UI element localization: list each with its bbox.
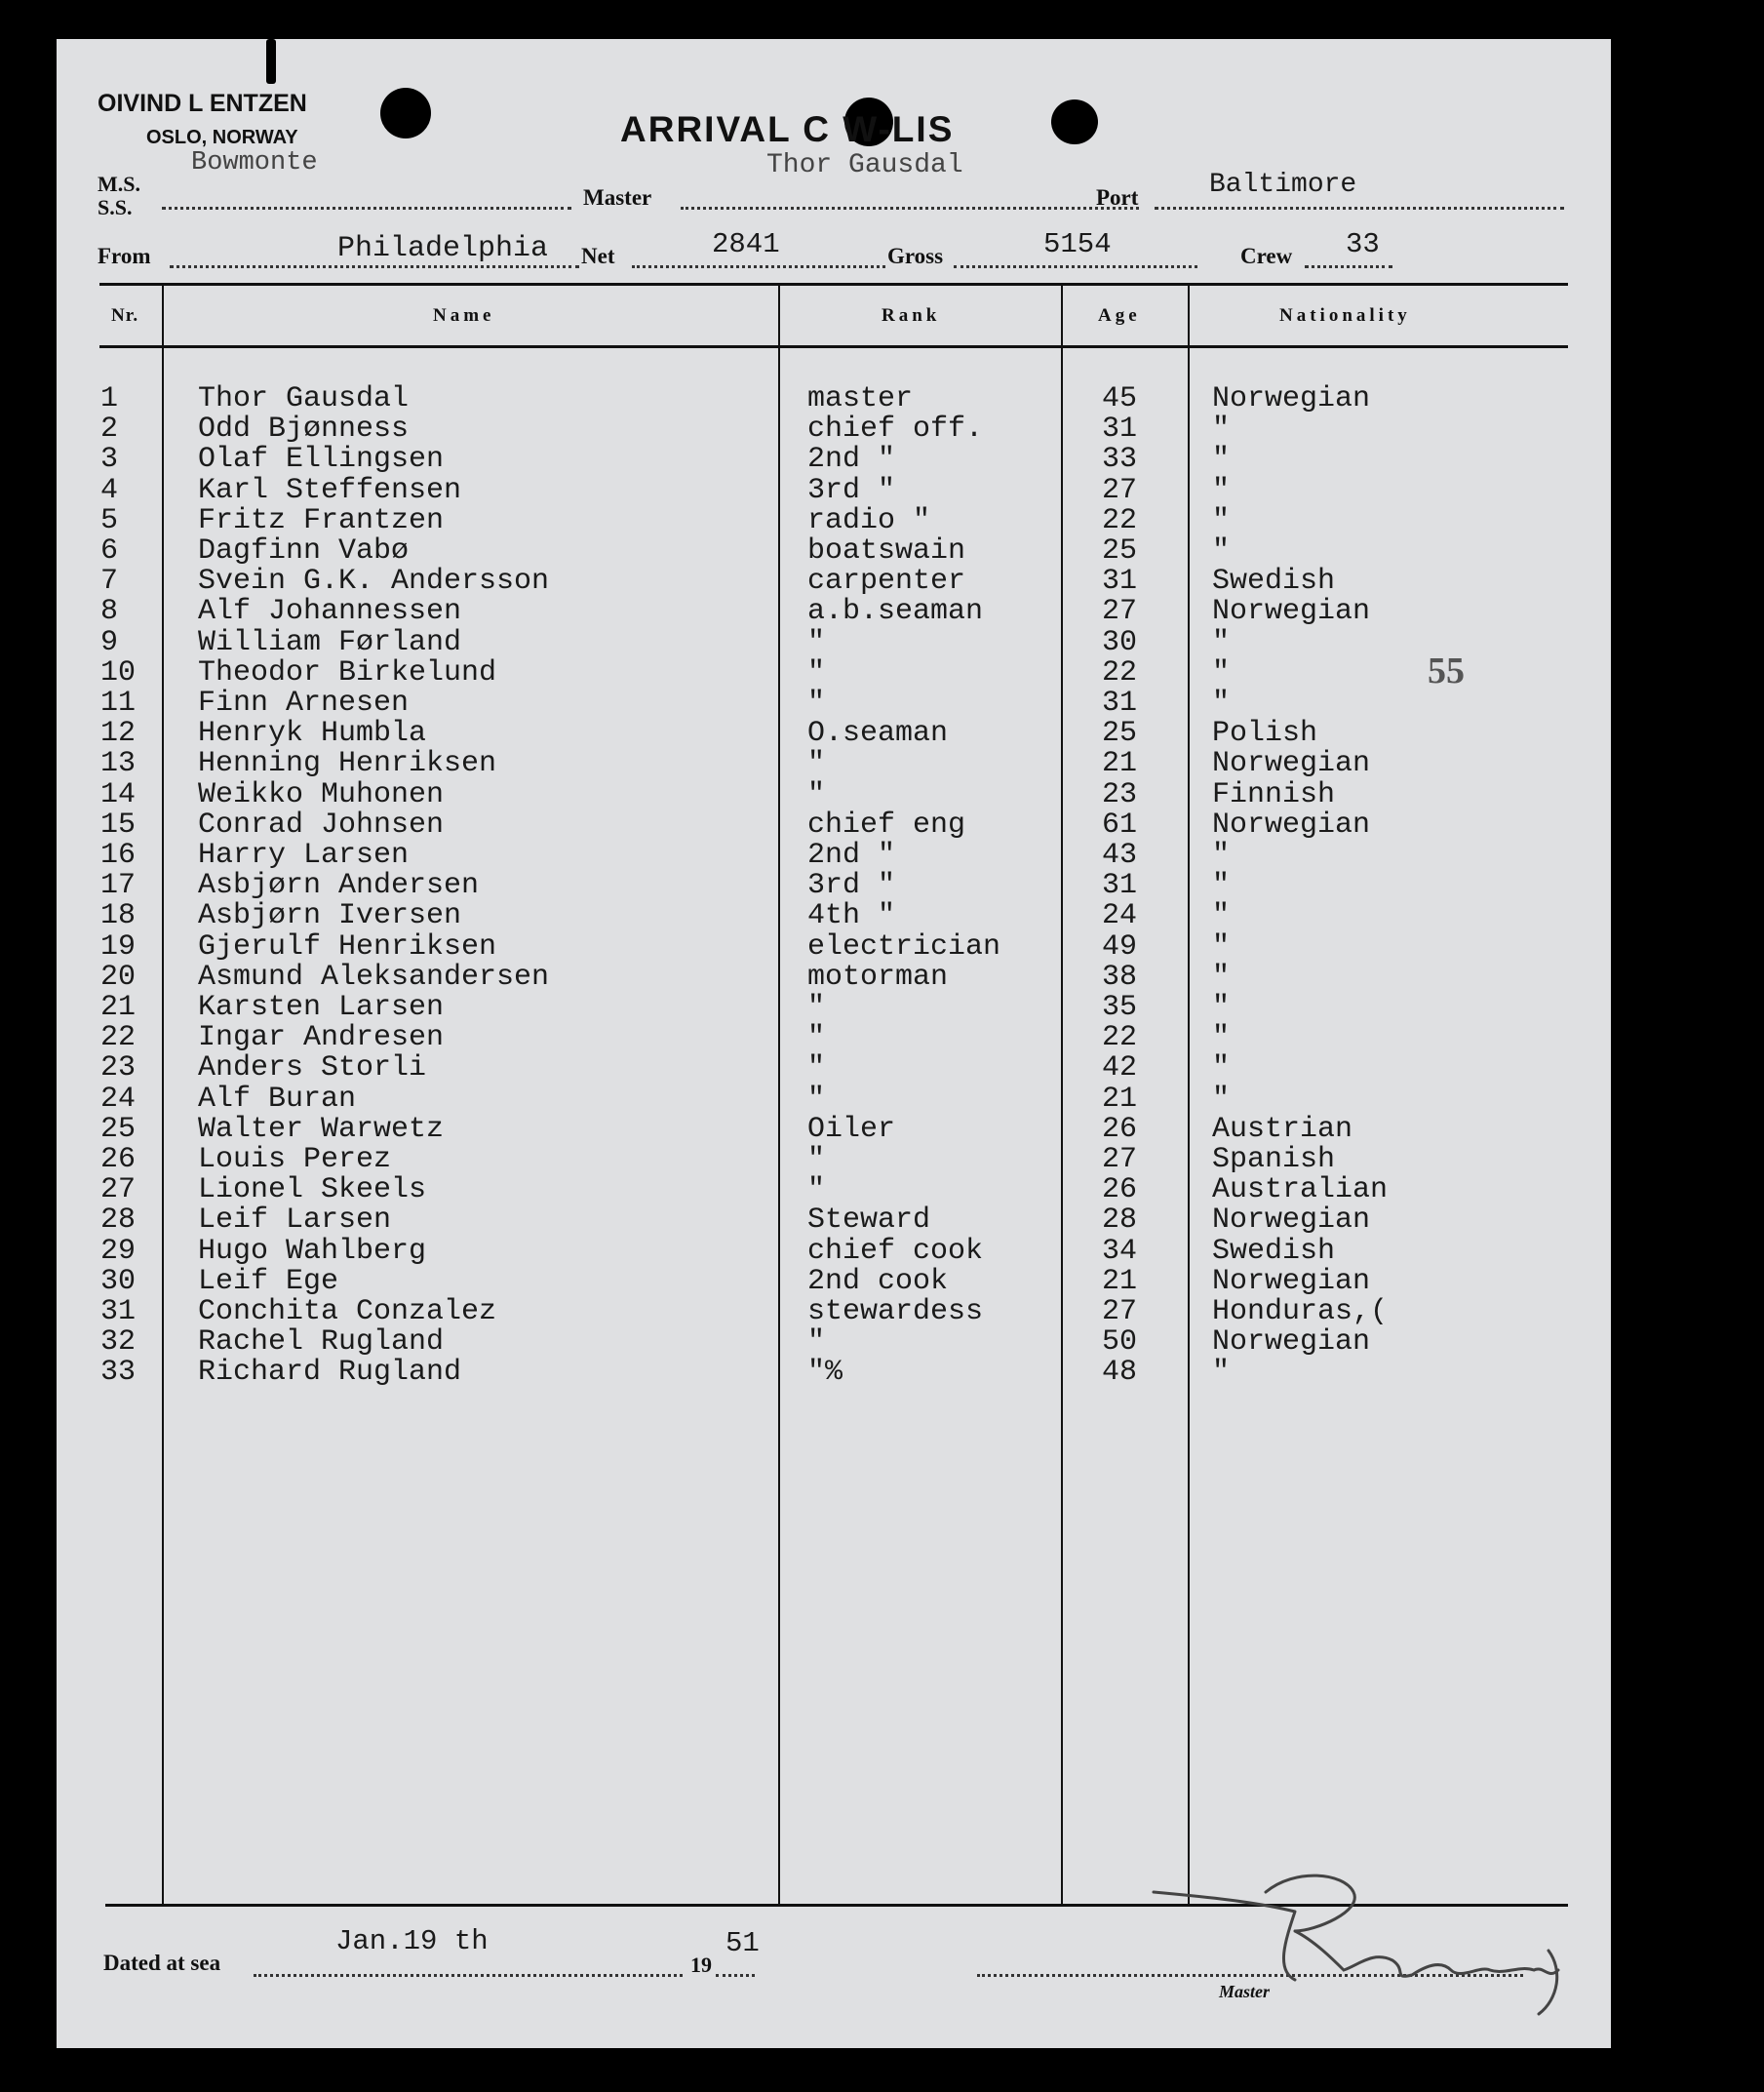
crew-nationality: " xyxy=(1212,1356,1231,1390)
table-row xyxy=(57,839,1611,872)
date-value: Jan.19 th xyxy=(335,1925,489,1957)
crew-nr: 19 xyxy=(100,929,137,964)
crew-nr: 9 xyxy=(100,625,119,659)
crew-nr: 22 xyxy=(100,1021,137,1055)
crew-dotted-line xyxy=(1305,265,1392,268)
dated-at-sea-label: Dated at sea xyxy=(103,1951,221,1975)
crew-age: 25 xyxy=(1102,534,1138,568)
crew-name: Weikko Muhonen xyxy=(198,777,445,811)
gross-dotted-line xyxy=(954,265,1197,268)
crew-age: 45 xyxy=(1102,382,1138,415)
from-dotted-line xyxy=(170,265,579,268)
crew-nr: 10 xyxy=(100,655,137,690)
crew-nr: 30 xyxy=(100,1264,137,1298)
crew-rank: master xyxy=(807,382,914,415)
crew-age: 33 xyxy=(1102,443,1138,477)
crew-name: William Førland xyxy=(198,625,462,659)
crew-age: 27 xyxy=(1102,595,1138,629)
crew-age: 24 xyxy=(1102,899,1138,933)
crew-nationality: " xyxy=(1212,1051,1231,1085)
crew-name: Karl Steffensen xyxy=(198,473,462,507)
crew-nationality: " xyxy=(1212,960,1231,994)
crew-age: 38 xyxy=(1102,960,1138,994)
crew-age: 21 xyxy=(1102,1264,1138,1298)
ss-label: S.S. xyxy=(98,195,133,219)
crew-age: 42 xyxy=(1102,1051,1138,1085)
crew-age: 23 xyxy=(1102,777,1138,811)
year-suffix: 51 xyxy=(725,1927,760,1959)
from-label: From xyxy=(98,244,151,268)
crew-nationality: " xyxy=(1212,929,1231,964)
crew-value: 33 xyxy=(1346,228,1380,260)
crew-age: 31 xyxy=(1102,413,1138,447)
crew-nationality: " xyxy=(1212,503,1231,537)
crew-nationality: " xyxy=(1212,1082,1231,1116)
crew-rank: " xyxy=(807,1173,826,1207)
crew-rank: chief off. xyxy=(807,413,984,447)
crew-rank: " xyxy=(807,1051,826,1085)
crew-nr: 5 xyxy=(100,503,119,537)
table-row xyxy=(57,1082,1611,1116)
crew-nationality: Norwegian xyxy=(1212,1264,1371,1298)
crew-name: Alf Johannessen xyxy=(198,595,462,629)
ship-dotted-line xyxy=(162,207,571,210)
table-row xyxy=(57,1325,1611,1360)
crew-nr: 29 xyxy=(100,1234,137,1268)
crew-nr: 24 xyxy=(100,1082,137,1116)
net-value: 2841 xyxy=(712,228,780,260)
table-row xyxy=(57,929,1611,964)
crew-nationality: " xyxy=(1212,869,1231,903)
crew-rank: electrician xyxy=(807,929,1001,964)
crew-name: Hugo Wahlberg xyxy=(198,1234,427,1268)
crew-age: 28 xyxy=(1102,1204,1138,1238)
table-row xyxy=(57,899,1611,933)
ms-label: M.S. xyxy=(98,172,140,196)
crew-age: 27 xyxy=(1102,473,1138,507)
column-header-nationality: Nationality xyxy=(1279,305,1411,326)
crew-nr: 27 xyxy=(100,1173,137,1207)
crew-nationality: Norwegian xyxy=(1212,1204,1371,1238)
crew-nationality: Norwegian xyxy=(1212,382,1371,415)
crew-rank: radio " xyxy=(807,503,931,537)
gross-value: 5154 xyxy=(1043,228,1112,260)
master-signature-label: Master xyxy=(1219,1982,1271,2001)
crew-rank: Oiler xyxy=(807,1112,896,1146)
from-value: Philadelphia xyxy=(337,232,549,265)
table-row xyxy=(57,747,1611,781)
crew-nationality: Norwegian xyxy=(1212,595,1371,629)
crew-rank: 2nd cook xyxy=(807,1264,949,1298)
crew-nr: 28 xyxy=(100,1204,137,1238)
crew-nr: 4 xyxy=(100,473,119,507)
crew-name: Alf Buran xyxy=(198,1082,357,1116)
crew-nationality: " xyxy=(1212,899,1231,933)
crew-name: Asbjørn Iversen xyxy=(198,899,462,933)
table-row xyxy=(57,1051,1611,1085)
crew-age: 22 xyxy=(1102,655,1138,690)
crew-name: Walter Warwetz xyxy=(198,1112,445,1146)
crew-nr: 33 xyxy=(100,1356,137,1390)
crew-age: 49 xyxy=(1102,929,1138,964)
crew-name: Richard Rugland xyxy=(198,1356,462,1390)
crew-nationality: Finnish xyxy=(1212,777,1336,811)
crew-nationality: Norwegian xyxy=(1212,747,1371,781)
crew-age: 21 xyxy=(1102,747,1138,781)
crew-rank: 2nd " xyxy=(807,443,896,477)
crew-age: 30 xyxy=(1102,625,1138,659)
date-dotted-line xyxy=(254,1974,683,1977)
crew-name: Dagfinn Vabø xyxy=(198,534,410,568)
crew-nr: 20 xyxy=(100,960,137,994)
master-value: Thor Gausdal xyxy=(766,150,963,180)
crew-nr: 17 xyxy=(100,869,137,903)
ink-blot xyxy=(1051,99,1098,144)
crew-name: Odd Bjønness xyxy=(198,413,410,447)
crew-age: 27 xyxy=(1102,1143,1138,1176)
table-row xyxy=(57,595,1611,629)
crew-nr: 11 xyxy=(100,687,137,720)
crew-rank: carpenter xyxy=(807,565,966,599)
crew-nationality: " xyxy=(1212,655,1231,690)
table-row xyxy=(57,1173,1611,1207)
crew-rank: boatswain xyxy=(807,534,966,568)
crew-name: Karsten Larsen xyxy=(198,991,445,1024)
crew-age: 25 xyxy=(1102,717,1138,751)
company-name: OIVIND L ENTZEN xyxy=(98,90,307,117)
table-row xyxy=(57,473,1611,507)
company-city: OSLO, NORWAY xyxy=(146,127,298,148)
crew-name: Harry Larsen xyxy=(198,839,410,872)
table-row xyxy=(57,382,1611,413)
table-row xyxy=(57,778,1611,809)
crew-nationality: Norwegian xyxy=(1212,1325,1371,1360)
crew-rank: " xyxy=(807,991,826,1024)
crew-list-document xyxy=(57,39,1611,2048)
crew-nr: 18 xyxy=(100,899,137,933)
crew-nr: 13 xyxy=(100,747,137,781)
crew-name: Asmund Aleksandersen xyxy=(198,960,550,994)
table-row xyxy=(57,625,1611,659)
crew-name: Thor Gausdal xyxy=(198,382,410,415)
crew-age: 31 xyxy=(1102,687,1138,720)
crew-nationality: " xyxy=(1212,473,1231,507)
crew-name: Leif Ege xyxy=(198,1264,339,1298)
table-header-rule xyxy=(99,345,1568,348)
crew-age: 27 xyxy=(1102,1295,1138,1328)
crew-nr: 16 xyxy=(100,839,137,872)
crew-name: Finn Arnesen xyxy=(198,687,410,720)
ink-blot xyxy=(266,39,276,84)
crew-nr: 12 xyxy=(100,717,137,751)
table-row xyxy=(57,503,1611,537)
crew-name: Fritz Frantzen xyxy=(198,503,445,537)
crew-name: Henning Henriksen xyxy=(198,747,497,781)
net-label: Net xyxy=(581,244,615,268)
port-dotted-line xyxy=(1155,207,1564,210)
crew-nr: 26 xyxy=(100,1143,137,1176)
table-row xyxy=(57,413,1611,447)
table-top-rule xyxy=(99,283,1568,286)
port-value: Baltimore xyxy=(1209,170,1357,200)
crew-nationality: Norwegian xyxy=(1212,808,1371,842)
crew-name: Olaf Ellingsen xyxy=(198,443,445,477)
crew-name: Asbjørn Andersen xyxy=(198,869,480,903)
crew-name: Conchita Conzalez xyxy=(198,1295,497,1328)
crew-rank: " xyxy=(807,655,826,690)
crew-nr: 6 xyxy=(100,534,119,568)
crew-nationality: Honduras,( xyxy=(1212,1295,1389,1328)
crew-name: Ingar Andresen xyxy=(198,1021,445,1055)
table-row xyxy=(57,869,1611,903)
crew-name: Svein G.K. Andersson xyxy=(198,565,550,599)
margin-stamp: 55 xyxy=(1428,651,1465,691)
table-row xyxy=(57,1295,1611,1328)
document-title: ARRIVAL C W-LIS xyxy=(620,109,955,149)
gross-label: Gross xyxy=(887,244,944,268)
crew-nr: 8 xyxy=(100,595,119,629)
table-row xyxy=(57,991,1611,1024)
table-row xyxy=(57,960,1611,994)
crew-name: Theodor Birkelund xyxy=(198,655,497,690)
crew-nationality: Austrian xyxy=(1212,1112,1353,1146)
crew-name: Anders Storli xyxy=(198,1051,427,1085)
crew-age: 61 xyxy=(1102,808,1138,842)
year-prefix: 19 xyxy=(690,1953,712,1977)
crew-nr: 15 xyxy=(100,808,137,842)
crew-rank: "% xyxy=(807,1356,843,1390)
crew-rank: " xyxy=(807,777,826,811)
crew-nationality: " xyxy=(1212,443,1231,477)
crew-rank: 3rd " xyxy=(807,869,896,903)
crew-age: 35 xyxy=(1102,991,1138,1024)
crew-nr: 7 xyxy=(100,565,119,599)
crew-name: Lionel Skeels xyxy=(198,1173,427,1207)
crew-rank: stewardess xyxy=(807,1295,984,1328)
crew-rank: O.seaman xyxy=(807,717,949,751)
table-row xyxy=(57,565,1611,599)
crew-age: 31 xyxy=(1102,565,1138,599)
crew-name: Henryk Humbla xyxy=(198,717,427,751)
crew-rank: motorman xyxy=(807,960,949,994)
table-row xyxy=(57,1112,1611,1146)
crew-nationality: " xyxy=(1212,1021,1231,1055)
crew-nr: 32 xyxy=(100,1325,137,1360)
crew-name: Louis Perez xyxy=(198,1143,392,1176)
crew-age: 21 xyxy=(1102,1082,1138,1116)
crew-age: 26 xyxy=(1102,1112,1138,1146)
crew-rank: " xyxy=(807,1143,826,1176)
crew-age: 31 xyxy=(1102,869,1138,903)
crew-nationality: " xyxy=(1212,534,1231,568)
table-row xyxy=(57,443,1611,477)
table-row xyxy=(57,1356,1611,1390)
table-row xyxy=(57,1143,1611,1176)
crew-nationality: " xyxy=(1212,991,1231,1024)
crew-age: 43 xyxy=(1102,839,1138,872)
column-header-rank: Rank xyxy=(882,305,941,326)
crew-nr: 31 xyxy=(100,1295,137,1328)
crew-age: 22 xyxy=(1102,1021,1138,1055)
crew-rank: chief eng xyxy=(807,808,966,842)
column-header-name: Name xyxy=(433,305,495,326)
crew-nr: 23 xyxy=(100,1051,137,1085)
crew-rank: chief cook xyxy=(807,1234,984,1268)
crew-nr: 25 xyxy=(100,1112,137,1146)
crew-nationality: Swedish xyxy=(1212,1234,1336,1268)
crew-nationality: " xyxy=(1212,839,1231,872)
crew-rank: Steward xyxy=(807,1204,931,1238)
crew-age: 26 xyxy=(1102,1173,1138,1207)
column-header-nr: Nr. xyxy=(111,305,139,326)
crew-age: 48 xyxy=(1102,1356,1138,1390)
crew-nationality: " xyxy=(1212,625,1231,659)
crew-nationality: Polish xyxy=(1212,717,1318,751)
crew-rank: " xyxy=(807,747,826,781)
crew-rank: " xyxy=(807,625,826,659)
table-row xyxy=(57,655,1611,690)
table-row xyxy=(57,808,1611,842)
crew-rank: a.b.seaman xyxy=(807,595,984,629)
crew-rank: " xyxy=(807,1325,826,1360)
crew-nationality: Australian xyxy=(1212,1173,1389,1207)
crew-nr: 14 xyxy=(100,777,137,811)
table-row xyxy=(57,534,1611,568)
table-row xyxy=(57,687,1611,720)
crew-rank: 2nd " xyxy=(807,839,896,872)
crew-age: 50 xyxy=(1102,1325,1138,1360)
crew-name: Conrad Johnsen xyxy=(198,808,445,842)
crew-rank: 3rd " xyxy=(807,473,896,507)
crew-rank: 4th " xyxy=(807,899,896,933)
crew-nationality: Swedish xyxy=(1212,565,1336,599)
crew-rank: " xyxy=(807,687,826,720)
table-row xyxy=(57,717,1611,751)
port-label: Port xyxy=(1096,185,1139,210)
crew-nationality: " xyxy=(1212,413,1231,447)
net-dotted-line xyxy=(632,265,885,268)
ship-name-value: Bowmonte xyxy=(191,148,318,178)
crew-age: 34 xyxy=(1102,1234,1138,1268)
crew-nr: 3 xyxy=(100,443,119,477)
table-row xyxy=(57,1021,1611,1055)
table-row xyxy=(57,1204,1611,1238)
crew-nr: 2 xyxy=(100,413,119,447)
crew-nationality: Spanish xyxy=(1212,1143,1336,1176)
table-row xyxy=(57,1264,1611,1298)
crew-name: Gjerulf Henriksen xyxy=(198,929,497,964)
crew-nr: 21 xyxy=(100,991,137,1024)
master-signature xyxy=(1149,1873,1597,2019)
crew-name: Rachel Rugland xyxy=(198,1325,445,1360)
master-dotted-line xyxy=(681,207,1139,210)
column-header-age: Age xyxy=(1098,305,1141,326)
table-row xyxy=(57,1234,1611,1268)
crew-age: 22 xyxy=(1102,503,1138,537)
crew-rank: " xyxy=(807,1021,826,1055)
crew-name: Leif Larsen xyxy=(198,1204,392,1238)
master-label: Master xyxy=(583,185,652,210)
crew-label: Crew xyxy=(1240,244,1293,268)
ink-blot xyxy=(380,88,431,138)
crew-nr: 1 xyxy=(100,382,119,415)
year-dotted-line xyxy=(716,1974,755,1977)
crew-rank: " xyxy=(807,1082,826,1116)
crew-nationality: " xyxy=(1212,687,1231,720)
